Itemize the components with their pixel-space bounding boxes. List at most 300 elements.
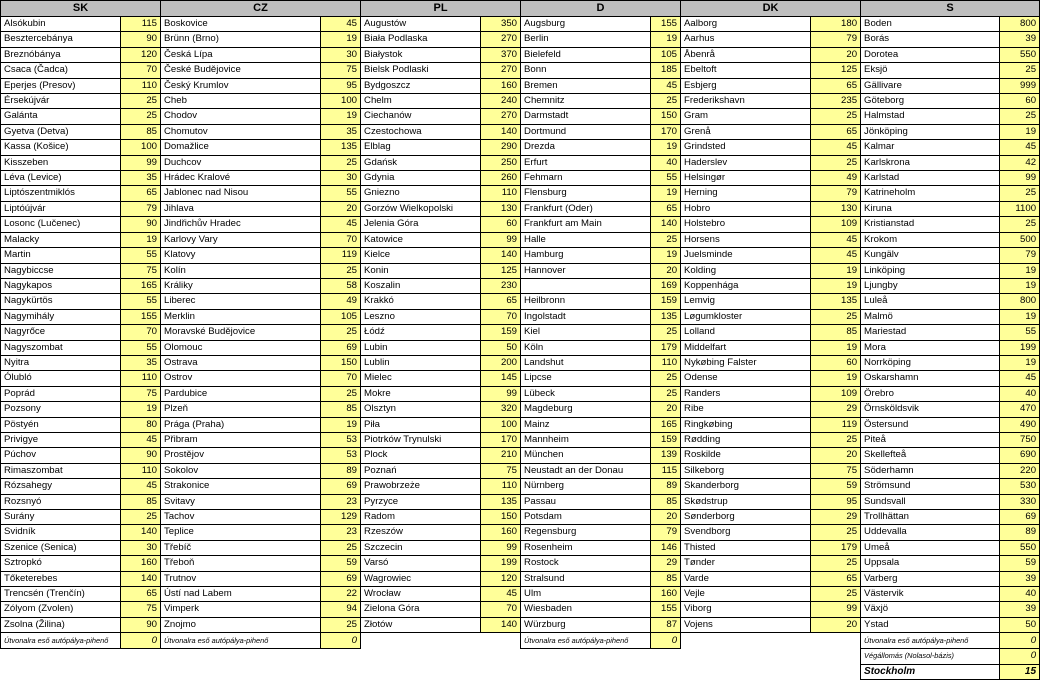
distance-pl: 140 bbox=[481, 617, 521, 632]
terminus-row bbox=[1, 649, 1040, 664]
distance-s: 79 bbox=[1000, 248, 1040, 263]
city-s: Göteborg bbox=[861, 94, 1000, 109]
distance-d: 139 bbox=[651, 448, 681, 463]
distance-d: 40 bbox=[651, 155, 681, 170]
stockholm-row bbox=[1, 664, 1040, 679]
distance-pl: 125 bbox=[481, 263, 521, 278]
distance-s: 89 bbox=[1000, 525, 1040, 540]
distance-dk: 75 bbox=[811, 463, 861, 478]
distance-s: 59 bbox=[1000, 556, 1040, 571]
distance-dk: 109 bbox=[811, 386, 861, 401]
city-dk: Svendborg bbox=[681, 525, 811, 540]
distance-sk: 90 bbox=[121, 617, 161, 632]
distance-pl: 350 bbox=[481, 17, 521, 32]
city-cz: Tachov bbox=[161, 510, 321, 525]
stockholm-value: 15 bbox=[1000, 664, 1040, 679]
city-pl: Kielce bbox=[361, 248, 481, 263]
city-d: Berlin bbox=[521, 32, 651, 47]
city-dk: Hobro bbox=[681, 201, 811, 216]
city-sk: Svidník bbox=[1, 525, 121, 540]
city-d: Magdeburg bbox=[521, 402, 651, 417]
table-row bbox=[1, 232, 1040, 247]
city-cz: Karlovy Vary bbox=[161, 232, 321, 247]
city-dk: Randers bbox=[681, 386, 811, 401]
distance-s: 19 bbox=[1000, 309, 1040, 324]
city-sk: Nagyrőce bbox=[1, 325, 121, 340]
distance-s: 39 bbox=[1000, 602, 1040, 617]
distance-d: 85 bbox=[651, 571, 681, 586]
distance-sk: 19 bbox=[121, 232, 161, 247]
city-sk: Surány bbox=[1, 510, 121, 525]
distance-dk: 29 bbox=[811, 402, 861, 417]
table-row bbox=[1, 47, 1040, 62]
city-s: Dorotea bbox=[861, 47, 1000, 62]
distance-d: 19 bbox=[651, 186, 681, 201]
city-cz: Králiky bbox=[161, 278, 321, 293]
city-s: Luleå bbox=[861, 294, 1000, 309]
distance-sk: 70 bbox=[121, 63, 161, 78]
table-row bbox=[1, 463, 1040, 478]
distance-pl: 270 bbox=[481, 63, 521, 78]
city-pl: Radom bbox=[361, 510, 481, 525]
rest-stop-value-cz: 0 bbox=[321, 633, 361, 649]
distance-dk: 19 bbox=[811, 278, 861, 293]
distance-dk: 60 bbox=[811, 355, 861, 370]
distance-d: 159 bbox=[651, 294, 681, 309]
city-d: Landshut bbox=[521, 355, 651, 370]
distance-dk: 25 bbox=[811, 432, 861, 447]
city-pl: Ciechanów bbox=[361, 109, 481, 124]
distance-s: 45 bbox=[1000, 371, 1040, 386]
distance-cz: 23 bbox=[321, 525, 361, 540]
table-row bbox=[1, 448, 1040, 463]
table-row bbox=[1, 432, 1040, 447]
distance-dk: 45 bbox=[811, 232, 861, 247]
rest-stop-value-sk: 0 bbox=[121, 633, 161, 649]
city-d: Ingolstadt bbox=[521, 309, 651, 324]
distance-sk: 35 bbox=[121, 355, 161, 370]
distance-cz: 20 bbox=[321, 201, 361, 216]
city-sk: Nagymihály bbox=[1, 309, 121, 324]
table-row bbox=[1, 556, 1040, 571]
table-row bbox=[1, 186, 1040, 201]
distance-s: 39 bbox=[1000, 32, 1040, 47]
distance-cz: 89 bbox=[321, 463, 361, 478]
distance-s: 40 bbox=[1000, 587, 1040, 602]
distance-dk: 49 bbox=[811, 171, 861, 186]
rest-stop-label-s: Útvonalra eső autópálya-pihenő bbox=[861, 633, 1000, 649]
distance-dk: 85 bbox=[811, 325, 861, 340]
distance-dk: 179 bbox=[811, 540, 861, 555]
distance-cz: 70 bbox=[321, 232, 361, 247]
distance-s: 45 bbox=[1000, 140, 1040, 155]
city-pl: Gdynia bbox=[361, 171, 481, 186]
city-pl: Jelenia Góra bbox=[361, 217, 481, 232]
city-d: Wiesbaden bbox=[521, 602, 651, 617]
table-row bbox=[1, 325, 1040, 340]
distance-cz: 150 bbox=[321, 355, 361, 370]
city-pl: Mokre bbox=[361, 386, 481, 401]
city-dk: Viborg bbox=[681, 602, 811, 617]
distance-sk: 65 bbox=[121, 587, 161, 602]
city-dk: Aarhus bbox=[681, 32, 811, 47]
distance-d: 85 bbox=[651, 494, 681, 509]
distance-sk: 30 bbox=[121, 540, 161, 555]
table-row bbox=[1, 479, 1040, 494]
blank-cell bbox=[681, 633, 811, 649]
city-s: Ystad bbox=[861, 617, 1000, 632]
city-sk: Losonc (Lučenec) bbox=[1, 217, 121, 232]
distance-s: 550 bbox=[1000, 47, 1040, 62]
distance-pl: 99 bbox=[481, 386, 521, 401]
city-cz: Vimperk bbox=[161, 602, 321, 617]
table-row bbox=[1, 140, 1040, 155]
distance-s: 999 bbox=[1000, 78, 1040, 93]
distance-sk: 25 bbox=[121, 109, 161, 124]
blank-cell bbox=[361, 633, 481, 649]
distance-sk: 115 bbox=[121, 17, 161, 32]
city-d: Bonn bbox=[521, 63, 651, 78]
distance-cz: 85 bbox=[321, 402, 361, 417]
distance-cz: 135 bbox=[321, 140, 361, 155]
city-s: Uddevalla bbox=[861, 525, 1000, 540]
distance-sk: 90 bbox=[121, 217, 161, 232]
distance-pl: 99 bbox=[481, 232, 521, 247]
distance-s: 750 bbox=[1000, 432, 1040, 447]
distance-d: 155 bbox=[651, 17, 681, 32]
distance-dk: 25 bbox=[811, 109, 861, 124]
city-s: Västervik bbox=[861, 587, 1000, 602]
distance-pl: 70 bbox=[481, 309, 521, 324]
distance-d: 135 bbox=[651, 309, 681, 324]
city-d: Frankfurt am Main bbox=[521, 217, 651, 232]
distance-s: 60 bbox=[1000, 94, 1040, 109]
city-pl: Koszalin bbox=[361, 278, 481, 293]
table-row bbox=[1, 355, 1040, 370]
city-pl: Mielec bbox=[361, 371, 481, 386]
city-s: Kalmar bbox=[861, 140, 1000, 155]
city-pl: Lubin bbox=[361, 340, 481, 355]
distance-pl: 99 bbox=[481, 540, 521, 555]
city-pl: Wagrowiec bbox=[361, 571, 481, 586]
city-d: Passau bbox=[521, 494, 651, 509]
distance-pl: 210 bbox=[481, 448, 521, 463]
distance-pl: 135 bbox=[481, 494, 521, 509]
city-d: Dortmund bbox=[521, 124, 651, 139]
city-dk: Ebeltoft bbox=[681, 63, 811, 78]
distance-s: 25 bbox=[1000, 186, 1040, 201]
table-row bbox=[1, 510, 1040, 525]
city-pl: Varsó bbox=[361, 556, 481, 571]
city-s: Skellefteå bbox=[861, 448, 1000, 463]
distance-d: 105 bbox=[651, 47, 681, 62]
city-cz: Merklin bbox=[161, 309, 321, 324]
distance-pl: 60 bbox=[481, 217, 521, 232]
table-row bbox=[1, 587, 1040, 602]
distance-sk: 85 bbox=[121, 494, 161, 509]
city-sk: Ólubló bbox=[1, 371, 121, 386]
distance-sk: 90 bbox=[121, 32, 161, 47]
header-d: D bbox=[521, 1, 681, 17]
city-cz: Chodov bbox=[161, 109, 321, 124]
table-row bbox=[1, 155, 1040, 170]
city-d: Nürnberg bbox=[521, 479, 651, 494]
city-cz: Třebíč bbox=[161, 540, 321, 555]
rest-stop-label-sk: Útvonalra eső autópálya-pihenő bbox=[1, 633, 121, 649]
city-cz: České Budějovice bbox=[161, 63, 321, 78]
city-d bbox=[521, 278, 651, 293]
city-sk: Sztropkó bbox=[1, 556, 121, 571]
distance-cz: 19 bbox=[321, 417, 361, 432]
city-dk: Koppenhága bbox=[681, 278, 811, 293]
city-sk: Tőketerebes bbox=[1, 571, 121, 586]
distance-cz: 25 bbox=[321, 263, 361, 278]
table-row bbox=[1, 402, 1040, 417]
table-row bbox=[1, 63, 1040, 78]
city-pl: Złotów bbox=[361, 617, 481, 632]
city-pl: Rzeszów bbox=[361, 525, 481, 540]
city-pl: Olsztyn bbox=[361, 402, 481, 417]
distance-d: 185 bbox=[651, 63, 681, 78]
distance-d: 155 bbox=[651, 602, 681, 617]
distance-pl: 270 bbox=[481, 109, 521, 124]
city-cz: Svitavy bbox=[161, 494, 321, 509]
city-s: Norrköping bbox=[861, 355, 1000, 370]
distance-s: 19 bbox=[1000, 263, 1040, 278]
city-s: Karlskrona bbox=[861, 155, 1000, 170]
city-cz: Boskovice bbox=[161, 17, 321, 32]
city-cz: Trutnov bbox=[161, 571, 321, 586]
city-dk: Middelfart bbox=[681, 340, 811, 355]
distance-cz: 45 bbox=[321, 217, 361, 232]
distance-dk: 25 bbox=[811, 525, 861, 540]
distance-cz: 69 bbox=[321, 571, 361, 586]
blank-cell bbox=[481, 633, 521, 649]
city-sk: Rozsnyó bbox=[1, 494, 121, 509]
city-dk: Grindsted bbox=[681, 140, 811, 155]
city-sk: Eperjes (Presov) bbox=[1, 78, 121, 93]
city-cz: Cheb bbox=[161, 94, 321, 109]
table-row bbox=[1, 525, 1040, 540]
distance-sk: 90 bbox=[121, 448, 161, 463]
city-pl: Czestochowa bbox=[361, 124, 481, 139]
distance-sk: 35 bbox=[121, 171, 161, 186]
city-d: München bbox=[521, 448, 651, 463]
table-row bbox=[1, 109, 1040, 124]
city-sk: Besztercebánya bbox=[1, 32, 121, 47]
distance-cz: 25 bbox=[321, 617, 361, 632]
table-row bbox=[1, 617, 1040, 632]
city-cz: Prága (Praha) bbox=[161, 417, 321, 432]
city-s: Trollhättan bbox=[861, 510, 1000, 525]
distance-sk: 45 bbox=[121, 432, 161, 447]
distance-sk: 75 bbox=[121, 386, 161, 401]
city-dk: Silkeborg bbox=[681, 463, 811, 478]
rest-stop-row bbox=[1, 633, 1040, 649]
city-cz: Brünn (Brno) bbox=[161, 32, 321, 47]
city-s: Uppsala bbox=[861, 556, 1000, 571]
city-s: Jönköping bbox=[861, 124, 1000, 139]
city-pl: Biała Podlaska bbox=[361, 32, 481, 47]
city-dk: Vejle bbox=[681, 587, 811, 602]
city-pl: Szczecin bbox=[361, 540, 481, 555]
city-dk: Sønderborg bbox=[681, 510, 811, 525]
city-d: Kiel bbox=[521, 325, 651, 340]
distance-d: 179 bbox=[651, 340, 681, 355]
city-dk: Lemvig bbox=[681, 294, 811, 309]
city-s: Linköping bbox=[861, 263, 1000, 278]
city-sk: Kassa (Košice) bbox=[1, 140, 121, 155]
city-cz: Teplice bbox=[161, 525, 321, 540]
city-cz: Plzeň bbox=[161, 402, 321, 417]
distance-cz: 105 bbox=[321, 309, 361, 324]
distance-sk: 79 bbox=[121, 201, 161, 216]
distance-cz: 49 bbox=[321, 294, 361, 309]
distance-s: 690 bbox=[1000, 448, 1040, 463]
city-d: Stralsund bbox=[521, 571, 651, 586]
table-row bbox=[1, 294, 1040, 309]
city-s: Karlstad bbox=[861, 171, 1000, 186]
city-cz: Moravské Budějovice bbox=[161, 325, 321, 340]
city-dk: Roskilde bbox=[681, 448, 811, 463]
city-cz: Klatovy bbox=[161, 248, 321, 263]
city-dk: Herning bbox=[681, 186, 811, 201]
distance-sk: 85 bbox=[121, 124, 161, 139]
distance-cz: 70 bbox=[321, 371, 361, 386]
city-s: Östersund bbox=[861, 417, 1000, 432]
city-sk: Pöstyén bbox=[1, 417, 121, 432]
distance-cz: 22 bbox=[321, 587, 361, 602]
city-dk: Grenå bbox=[681, 124, 811, 139]
distance-dk: 79 bbox=[811, 32, 861, 47]
city-cz: Jablonec nad Nisou bbox=[161, 186, 321, 201]
distance-d: 25 bbox=[651, 94, 681, 109]
distance-dk: 125 bbox=[811, 63, 861, 78]
city-d: Rostock bbox=[521, 556, 651, 571]
distance-sk: 75 bbox=[121, 602, 161, 617]
distance-dk: 20 bbox=[811, 448, 861, 463]
header-cz: CZ bbox=[161, 1, 361, 17]
city-sk: Gyetva (Detva) bbox=[1, 124, 121, 139]
distance-pl: 110 bbox=[481, 479, 521, 494]
distance-s: 490 bbox=[1000, 417, 1040, 432]
distance-cz: 45 bbox=[321, 17, 361, 32]
distance-sk: 140 bbox=[121, 571, 161, 586]
city-pl: Augustów bbox=[361, 17, 481, 32]
city-d: Bremen bbox=[521, 78, 651, 93]
distance-d: 89 bbox=[651, 479, 681, 494]
distance-d: 25 bbox=[651, 371, 681, 386]
header-sk: SK bbox=[1, 1, 161, 17]
rest-stop-label-cz: Útvonalra eső autópálya-pihenő bbox=[161, 633, 321, 649]
distance-sk: 110 bbox=[121, 78, 161, 93]
distance-cz: 75 bbox=[321, 63, 361, 78]
city-d: Halle bbox=[521, 232, 651, 247]
city-dk: Esbjerg bbox=[681, 78, 811, 93]
stockholm-label: Stockholm bbox=[861, 664, 1000, 679]
distance-pl: 160 bbox=[481, 78, 521, 93]
table-row bbox=[1, 494, 1040, 509]
city-dk: Nykøbing Falster bbox=[681, 355, 811, 370]
city-d: Erfurt bbox=[521, 155, 651, 170]
city-sk: Kisszeben bbox=[1, 155, 121, 170]
header-pl: PL bbox=[361, 1, 521, 17]
city-dk: Kolding bbox=[681, 263, 811, 278]
distance-sk: 110 bbox=[121, 371, 161, 386]
distance-cz: 55 bbox=[321, 186, 361, 201]
distance-s: 220 bbox=[1000, 463, 1040, 478]
blank-cell bbox=[1, 649, 861, 664]
distance-pl: 250 bbox=[481, 155, 521, 170]
city-d: Mainz bbox=[521, 417, 651, 432]
city-d: Hannover bbox=[521, 263, 651, 278]
city-s: Mora bbox=[861, 340, 1000, 355]
city-pl: Białystok bbox=[361, 47, 481, 62]
city-d: Chemnitz bbox=[521, 94, 651, 109]
distance-cz: 25 bbox=[321, 386, 361, 401]
city-dk: Haderslev bbox=[681, 155, 811, 170]
distance-sk: 75 bbox=[121, 263, 161, 278]
city-cz: Jindřichův Hradec bbox=[161, 217, 321, 232]
city-s: Eksjö bbox=[861, 63, 1000, 78]
distance-pl: 199 bbox=[481, 556, 521, 571]
city-dk: Lolland bbox=[681, 325, 811, 340]
city-s: Växjö bbox=[861, 602, 1000, 617]
table-row bbox=[1, 217, 1040, 232]
distance-s: 550 bbox=[1000, 540, 1040, 555]
distance-s: 42 bbox=[1000, 155, 1040, 170]
distance-dk: 19 bbox=[811, 263, 861, 278]
city-sk: Csaca (Čadca) bbox=[1, 63, 121, 78]
terminus-value: 0 bbox=[1000, 649, 1040, 664]
city-dk: Ringkøbing bbox=[681, 417, 811, 432]
distance-d: 19 bbox=[651, 32, 681, 47]
city-s: Varberg bbox=[861, 571, 1000, 586]
table-row bbox=[1, 17, 1040, 32]
distance-d: 140 bbox=[651, 217, 681, 232]
city-dk: Rødding bbox=[681, 432, 811, 447]
distance-cz: 58 bbox=[321, 278, 361, 293]
distance-sk: 25 bbox=[121, 94, 161, 109]
city-sk: Rimaszombat bbox=[1, 463, 121, 478]
distance-sk: 55 bbox=[121, 294, 161, 309]
distance-d: 25 bbox=[651, 386, 681, 401]
city-sk: Púchov bbox=[1, 448, 121, 463]
city-d: Frankfurt (Oder) bbox=[521, 201, 651, 216]
distance-sk: 140 bbox=[121, 525, 161, 540]
distance-pl: 50 bbox=[481, 340, 521, 355]
city-s: Gällivare bbox=[861, 78, 1000, 93]
distance-s: 530 bbox=[1000, 479, 1040, 494]
distance-s: 55 bbox=[1000, 325, 1040, 340]
distance-dk: 79 bbox=[811, 186, 861, 201]
city-pl: Wrocław bbox=[361, 587, 481, 602]
city-cz: Strakonice bbox=[161, 479, 321, 494]
distance-d: 160 bbox=[651, 587, 681, 602]
table-row bbox=[1, 78, 1040, 93]
city-cz: Pardubice bbox=[161, 386, 321, 401]
distance-sk: 99 bbox=[121, 155, 161, 170]
distance-pl: 240 bbox=[481, 94, 521, 109]
city-s: Ljungby bbox=[861, 278, 1000, 293]
distance-pl: 200 bbox=[481, 355, 521, 370]
city-sk: Privigye bbox=[1, 432, 121, 447]
city-pl: Konin bbox=[361, 263, 481, 278]
city-dk: Varde bbox=[681, 571, 811, 586]
city-s: Umeå bbox=[861, 540, 1000, 555]
distance-pl: 120 bbox=[481, 571, 521, 586]
distance-s: 470 bbox=[1000, 402, 1040, 417]
